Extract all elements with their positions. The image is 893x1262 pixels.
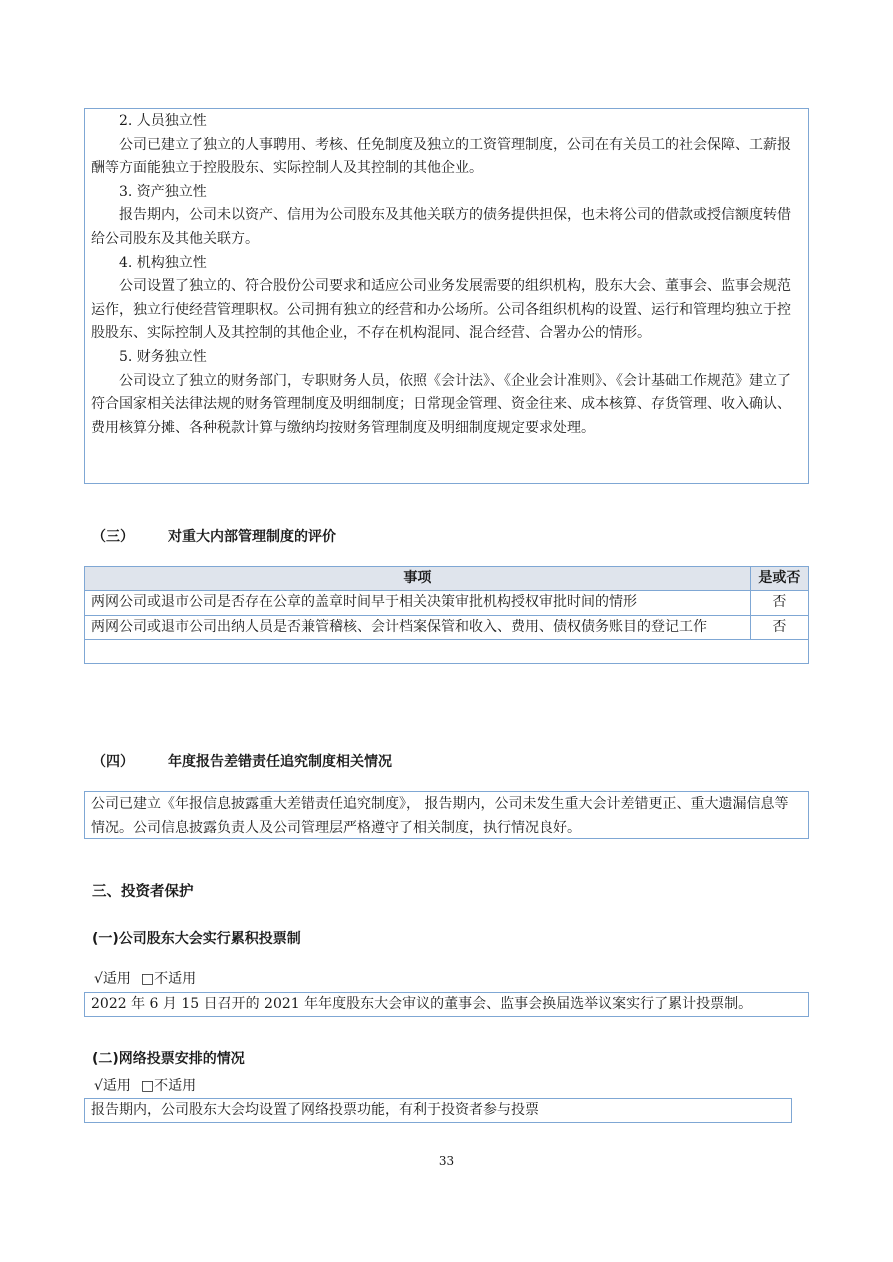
independence-box — [84, 108, 809, 484]
page-number: 33 — [438, 1154, 455, 1168]
org-text: 公司设置了独立的、符合股份公司要求和适应公司业务发展需要的组织机构，股东大会、董事会、监事会规范运作，独立行使经营管理职权。公司拥有独立的经营和办公场所。公司各组织机构的设置、运行和管理均独立于控股股东、实际控制人及其控制的其他企业，不存在机构混同、混合经营、合署办公的情形。 — [91, 278, 791, 342]
applicable-checked: √适用 — [94, 1078, 131, 1094]
table-row — [85, 591, 809, 616]
section-4-heading — [92, 752, 392, 772]
online-voting-heading: (二)网络投票安排的情况 — [92, 1051, 245, 1067]
personnel-title: 2. 人员独立性 — [119, 113, 207, 129]
cumulative-voting-heading: (一)公司股东大会实行累积投票制 — [92, 931, 301, 947]
internal-management-table — [84, 566, 809, 664]
assets-text: 报告期内，公司未以资产、信用为公司股东及其他关联方的债务提供担保，也未将公司的借款或授信额度转借给公司股东及其他关联方。 — [91, 207, 791, 247]
section-3-heading — [92, 527, 336, 547]
cumulative-voting-text: 2022 年 6 月 15 日召开的 2021 年年度股东大会审议的董事会、监事会换届选举议案实行了累计投票制。 — [91, 996, 753, 1012]
table-cell-answer: 否 — [750, 591, 808, 616]
org-title: 4. 机构独立性 — [119, 254, 207, 271]
cumulative-voting-box — [84, 992, 809, 1017]
table-cell-item: 两网公司或退市公司是否存在公章的盖章时间早于相关决策审批机构授权审批时间的情形 — [85, 591, 751, 616]
table-row — [85, 615, 809, 640]
not-applicable-unchecked: □不适用 — [140, 1078, 197, 1094]
section-3-title: 对重大内部管理制度的评价 — [168, 529, 336, 545]
column-header-item: 事项 — [85, 567, 751, 591]
online-voting-box — [84, 1098, 792, 1123]
table-cell-item: 两网公司或退市公司出纳人员是否兼管稽核、会计档案保管和收入、费用、债权债务账目的登记工作 — [85, 615, 751, 640]
finance-text: 公司设立了独立的财务部门，专职财务人员，依照《会计法》、《企业会计准则》、《会计基础工作规范》建立了符合国家相关法律法规的财务管理制度及明细制度；日常现金管理、资金往来、成本核算、存货管理、收入确认、费用核算分摊、各种税款计算与缴纳均按财务管理制度及明细制度规定要求处理。 — [91, 372, 791, 436]
table-row-empty — [85, 640, 809, 664]
online-voting-applicability — [94, 1076, 196, 1096]
online-voting-text: 报告期内，公司股东大会均设置了网络投票功能，有利于投资者参与投票 — [91, 1102, 539, 1118]
assets-title: 3. 资产独立性 — [119, 183, 207, 200]
table-header-row — [85, 567, 809, 591]
not-applicable-unchecked: □不适用 — [140, 971, 197, 987]
section-4-title: 年度报告差错责任追究制度相关情况 — [168, 754, 392, 770]
error-accountability-box — [84, 791, 809, 839]
table-cell-answer: 否 — [750, 615, 808, 640]
finance-title: 5. 财务独立性 — [119, 348, 207, 365]
error-accountability-text: 公司已建立《年报信息披露重大差错责任追究制度》， 报告期内，公司未发生重大会计差错更正、重大遗漏信息等情况。公司信息披露负责人及公司管理层严格遵守了相关制度，执行情况良好。 — [91, 796, 789, 836]
table-cell-empty — [85, 640, 809, 664]
cumulative-voting-applicability — [94, 969, 196, 989]
section-4-number: （四） — [92, 754, 134, 770]
investor-protection-heading: 三、投资者保护 — [92, 884, 194, 900]
column-header-answer: 是或否 — [750, 567, 808, 591]
personnel-text: 公司已建立了独立的人事聘用、考核、任免制度及独立的工资管理制度，公司在有关员工的社会保障、工薪报酬等方面能独立于控股股东、实际控制人及其控制的其他企业。 — [91, 136, 791, 177]
applicable-checked: √适用 — [94, 971, 131, 987]
section-3-number: （三） — [92, 529, 134, 545]
